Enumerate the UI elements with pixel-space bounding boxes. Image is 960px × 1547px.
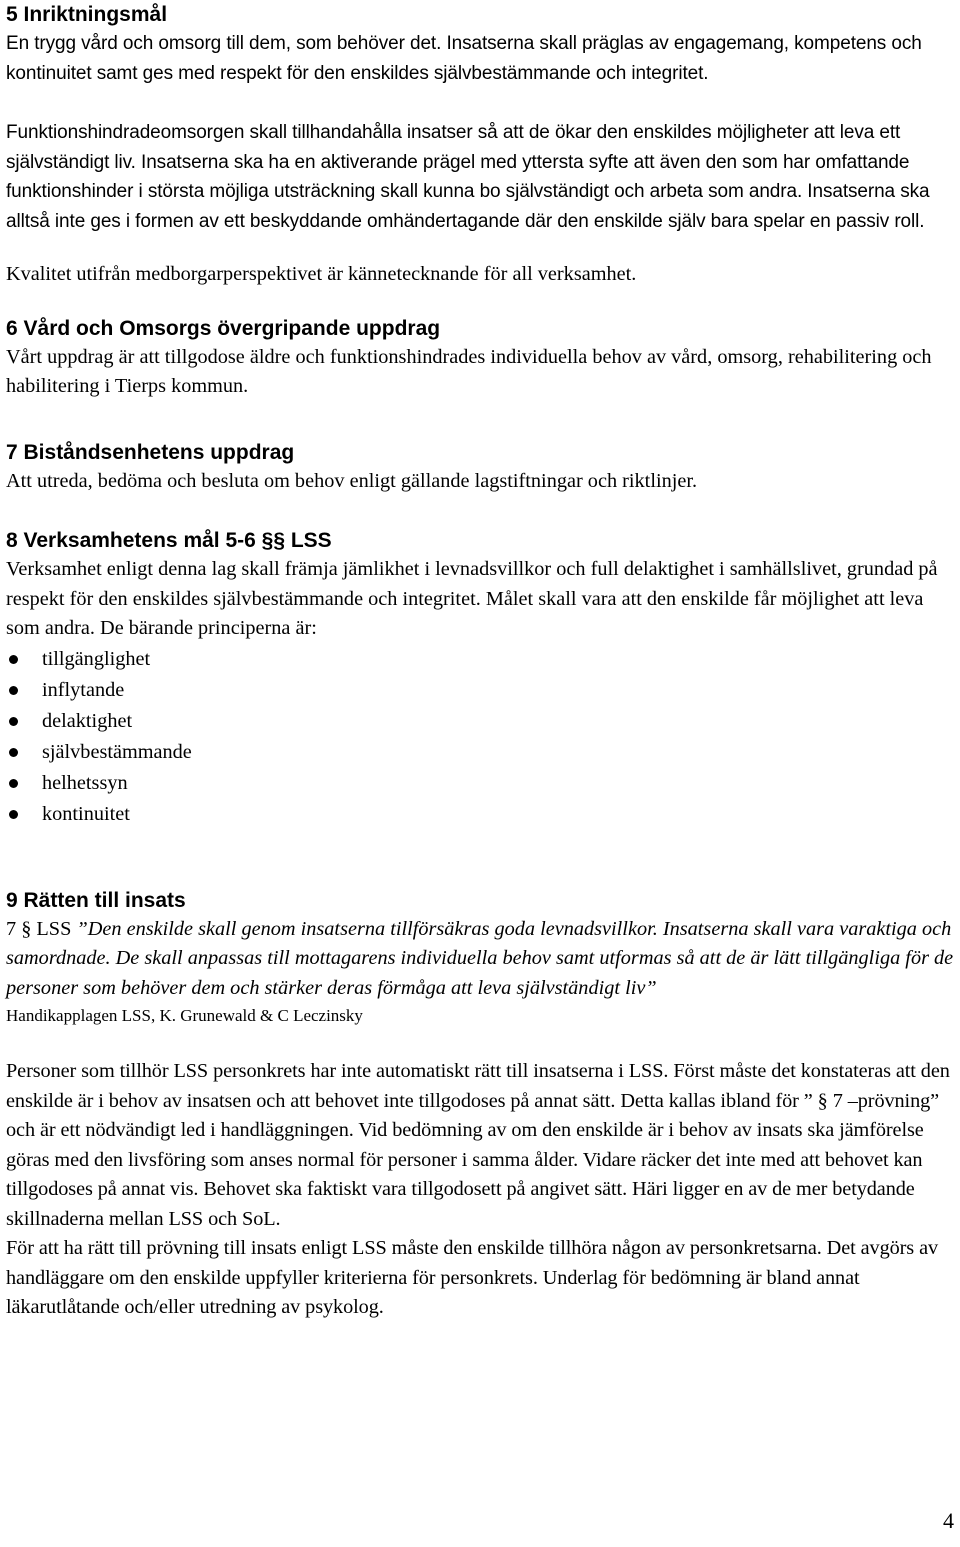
bullet-icon <box>9 686 18 695</box>
list-item: självbestämmande <box>6 737 954 768</box>
list-item: kontinuitet <box>6 799 954 830</box>
bullet-icon <box>9 748 18 757</box>
bullet-icon <box>9 810 18 819</box>
section-5-paragraph-1: En trygg vård och omsorg till dem, som behöver det. Insatserna skall präglas av engagemang, kompetens och kontinuitet samt ges med respekt för den enskildes självbestämmande och integritet. <box>6 33 922 84</box>
section-9-quote <box>6 915 954 1004</box>
list-item: delaktighet <box>6 706 954 737</box>
section-6-paragraph-1: Vårt uppdrag är att tillgodose äldre och funktionshindrades individuella behov av vård, omsorg, rehabilitering och habilitering i Tierps kommun. <box>6 345 932 397</box>
bullet-icon <box>9 655 18 664</box>
principles-list <box>6 644 954 830</box>
section-6-heading: 6 Vård och Omsorgs övergripande uppdrag <box>6 316 441 340</box>
section-5-paragraph-3: Kvalitet utifrån medborgarperspektivet är kännetecknande för all verksamhet. <box>6 263 637 285</box>
quote-text: ”Den enskilde skall genom insatserna tillförsäkras goda levnadsvillkor. Insatserna skall vara varaktiga och samordnade. De skall anpassas till mottagarens individuella behov samt utformas så att de är lätt tillgängliga för de personer som behöver dem och stärker deras förmåga att leva självständigt liv” <box>6 917 954 999</box>
list-item: helhetssyn <box>6 768 954 799</box>
section-9-paragraph-2: För att ha rätt till prövning till insats enligt LSS måste den enskilde tillhöra någon av personkretsarna. Det avgörs av handläggare om den enskilde uppfyller kriterierna för personkrets. Underlag för bedömning är bland annat läkarutlåtande och/eller utredning av psykolog. <box>6 1237 939 1318</box>
list-item: tillgänglighet <box>6 644 954 675</box>
section-7-paragraph-1: Att utreda, bedöma och besluta om behov enligt gällande lagstiftningar och riktlinjer. <box>6 469 698 492</box>
section-8-heading: 8 Verksamhetens mål 5-6 §§ LSS <box>6 529 332 552</box>
quote-source: Handikapplagen LSS, K. Grunewald & C Leczinsky <box>6 1006 363 1025</box>
section-8-paragraph-1: Verksamhet enligt denna lag skall främja jämlikhet i levnadsvillkor och full delaktighet i samhällslivet, grundad på respekt för den enskildes självbestämmande och integritet. Målet skall vara att den enskilde får möjlighet att leva som andra. De bärande principerna är: <box>6 558 938 639</box>
list-item: inflytande <box>6 675 954 706</box>
bullet-icon <box>9 779 18 788</box>
section-5-paragraph-2: Funktionshindradeomsorgen skall tillhandahålla insatser så att de ökar den enskildes möjligheter att leva ett självständigt liv. Insatserna ska ha en aktiverande prägel med yttersta syfte att även den som har omfattande funktionshinder i största möjliga utsträckning skall kunna bo självständigt och arbeta som andra. Insatserna ska alltså inte ges i formen av ett beskyddande omhändertagande där den enskilde själv bara spelar en passiv roll. <box>6 122 930 232</box>
document-page <box>6 0 954 1323</box>
section-9-heading: 9 Rätten till insats <box>6 888 186 912</box>
bullet-icon <box>9 717 18 726</box>
section-9-paragraph-1: Personer som tillhör LSS personkrets har inte automatiskt rätt till insatserna i LSS. Först måste det konstateras att den enskilde är i behov av insatsen och att behovet inte tillgodoses på annat sätt. Detta kallas ibland för ” § 7 –prövning” och är ett nödvändigt led i handläggningen. Vid bedömning av om den enskilde är i behov av insats ska jämförelse göras med den livsföring som anses normal för personer i samma ålder. Vidare räcker det inte med att behovet kan tillgodoses på annat vis. Behovet ska faktiskt vara tillgodosett på angivet sätt. Häri ligger en av de mer betydande skillnaderna mellan LSS och SoL. <box>6 1060 950 1230</box>
page-number: 4 <box>943 1508 954 1533</box>
quote-reference: 7 § LSS <box>6 917 77 940</box>
section-5-heading: 5 Inriktningsmål <box>6 3 168 26</box>
section-7-heading: 7 Biståndsenhetens uppdrag <box>6 440 295 464</box>
